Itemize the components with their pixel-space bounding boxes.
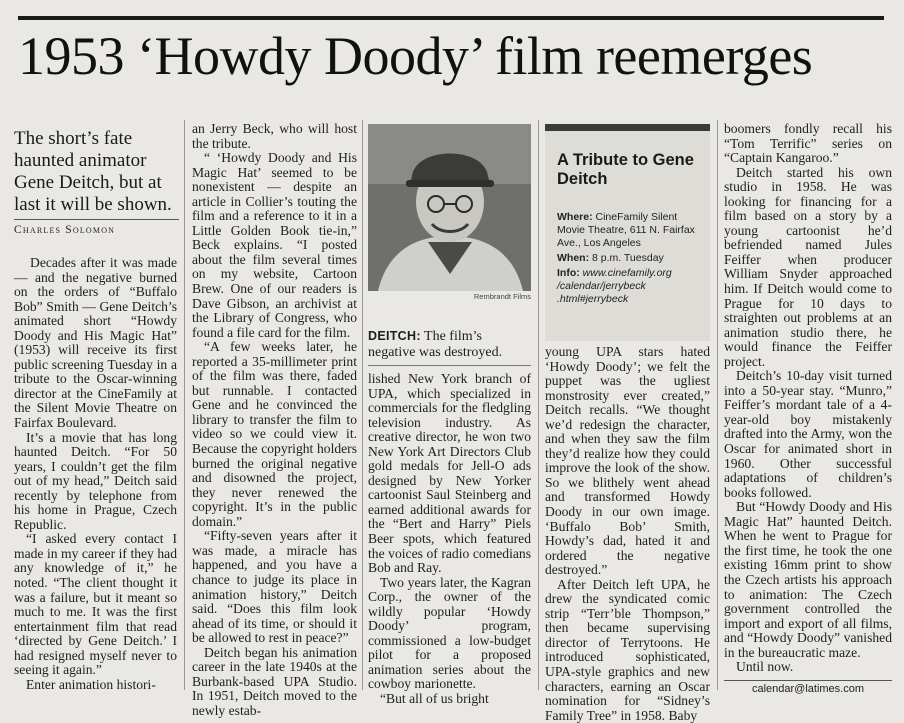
paragraph: After Deitch left UPA, he drew the syndicated comic strip “Terr’ble Thompson,” then became supervising director of Terrytoons. He introduced sophisticated, UPA-style graphics and new characters, earning an Oscar nomination for “Sidney’s Family Tree” in 1958. Baby (545, 576, 710, 723)
portrait-illustration (368, 124, 531, 291)
info-label: Info: (557, 267, 580, 279)
paragraph: It’s a movie that has long haunted Deitch. “For 50 years, I couldn’t get the film out of my head,” Deitch said recently by telephone from his home in Prague, Czech Republic. (14, 429, 177, 532)
paragraph: “Fifty-seven years after it was made, a miracle has happened, and you have a chance to judge its place in animation history,” Deitch said. “Does this film look ahead of its time, or should it be allowed to rest in peace?” (192, 528, 357, 646)
paragraph: Deitch’s 10-day visit turned into a 50-year stay. “Munro,” Feiffer’s mordant tale of a 4-year-old boy mistakenly drafted into the Army, won the Oscar for animated short in 1960. Other successful adaptations of children’s books followed. (724, 368, 892, 500)
tribute-title: A Tribute to Gene Deitch (557, 151, 694, 188)
paragraph: “But all of us bright (380, 691, 489, 707)
column-divider (538, 120, 539, 690)
paragraph: “ ‘Howdy Doody and His Magic Hat’ seemed to be nonexistent — despite an article in Collier’s touting the film and a reference to it in a Little Golden Book tie-in,” Beck explains. “I posted about the film several times on my website, Cartoon Brew. One of our readers is Dave Gibson, an archivist at the Library of Congress, who found a file card for the film. (192, 150, 357, 340)
paragraph: an Jerry Beck, who will host the tribute. (192, 121, 357, 151)
headline: 1953 ‘Howdy Doody’ film reemerges (18, 26, 813, 86)
paragraph: “I asked every contact I made in my career if they had any knowledge of it,” he noted. “The client thought it was a failure, but it meant so much to me. It was the first entertainment film that read ‘directed by Gene Deitch.’ I had resigned myself never to seeing it again.” (14, 531, 177, 678)
article-column-1 (14, 256, 177, 692)
tribute-details (557, 211, 707, 308)
column-divider (717, 120, 718, 690)
info-link[interactable]: www.cinefamily.org /calendar/jerrybeck .html#jerrybeck (557, 267, 672, 305)
byline: Charles Solomon (14, 224, 116, 236)
tribute-info-box (545, 124, 710, 341)
paragraph: Decades after it was made — and the negative burned on the orders of “Buffalo Bob” Smith — Gene Deitch’s animated short “Howdy Doody and His Magic Hat” (1953) will receive its first public screening Tuesday in a tribute to the Oscar-winning director at the CineFamily at the Silent Movie Theatre on Fairfax Boulevard. (14, 255, 177, 431)
contact-email[interactable]: calendar@latimes.com (751, 683, 865, 695)
when-label: When: (557, 252, 590, 264)
byline-rule (14, 219, 179, 220)
email-rule (724, 680, 892, 681)
article-column-2 (192, 122, 357, 718)
paragraph: Until now. (736, 659, 794, 675)
caption-label: DEITCH: (368, 329, 421, 343)
top-rule (18, 16, 884, 20)
caption-rule (368, 365, 531, 366)
deck-subhead: The short’s fate haunted animator Gene Deitch, but at last it will be shown. (14, 128, 172, 215)
where-label: Where: (557, 211, 593, 223)
tribute-when (557, 252, 707, 265)
deitch-photo (368, 124, 531, 291)
article-column-4 (545, 345, 710, 723)
paragraph: But “Howdy Doody and His Magic Hat” haunted Deitch. When he went to Prague for the first time, he took the one existing 16mm print to show the Czech artists his approach to animation: The Czech government controlled the import and export of all films, and “Howdy Doody” vanished in the bureaucratic maze. (724, 499, 892, 660)
paragraph: Deitch started his own studio in 1958. He was looking for financing for a film based on a story by a young cartoonist he’d befriended named Jules Feiffer when producer William Snyder approached him. If Deitch would come to Prague for 10 days to straighten out problems at an animation studio there, he would finance the Feiffer project. (724, 164, 892, 369)
photo-credit: Rembrandt Films (473, 292, 531, 301)
paragraph: “A few weeks later, he reported a 35-millimeter print of the film was there, faded but runnable. I contacted Gene and he convinced the library to transfer the film to video so we could view it. Because the copyright holders burned the original negative and disowned the project, they never renewed the copyright. It’s in the public domain.” (192, 339, 357, 529)
paragraph: Two years later, the Kagran Corp., the owner of the wildly popular ‘Howdy Doody’ program, commissioned a low-budget pilot for a proposed animation series about the cowboy marionette. (368, 574, 531, 692)
tribute-info (557, 267, 707, 306)
column-divider (184, 120, 185, 690)
column-divider (362, 120, 363, 690)
when-value: 8 p.m. Tuesday (589, 252, 664, 264)
tribute-where (557, 211, 707, 250)
paragraph: Enter animation histori- (26, 676, 156, 692)
caption-text: The film’s negative was destroyed. (368, 329, 503, 360)
article-column-3 (368, 372, 531, 707)
photo-caption (368, 328, 531, 361)
paragraph: young UPA stars hated ‘Howdy Doody’; we felt the puppet was the ugliest monstrosity ever created,” Deitch recalls. “We thought we’d redesign the character, and when they saw the film they’d realize how they could improve the look of the show. So we blithely went ahead and transformed Howdy Doody in our own image. ‘Buffalo Bob’ Smith, Howdy’s dad, hated it and ordered the negative destroyed.” (545, 344, 710, 578)
where-value: CineFamily Silent Movie Theatre, 611 N. Fairfax Ave., Los Angeles (557, 211, 695, 249)
paragraph: lished New York branch of UPA, which specialized in commercials for the fledgling television industry. As creative director, he won two New York Art Directors Club gold medals for Jell-O ads designed by New Yorker cartoonist Saul Steinberg and earned additional awards for the “Bert and Harry” Piels Beer spots, which featured the voices of radio comedians Bob and Ray. (368, 371, 531, 576)
article-column-5 (724, 122, 892, 675)
paragraph: Deitch began his animation career in the late 1940s at the Burbank-based UPA Studio. In 1951, Deitch moved to the newly estab- (192, 644, 357, 718)
paragraph: boomers fondly recall his “Tom Terrific” series on “Captain Kangaroo.” (724, 121, 892, 166)
